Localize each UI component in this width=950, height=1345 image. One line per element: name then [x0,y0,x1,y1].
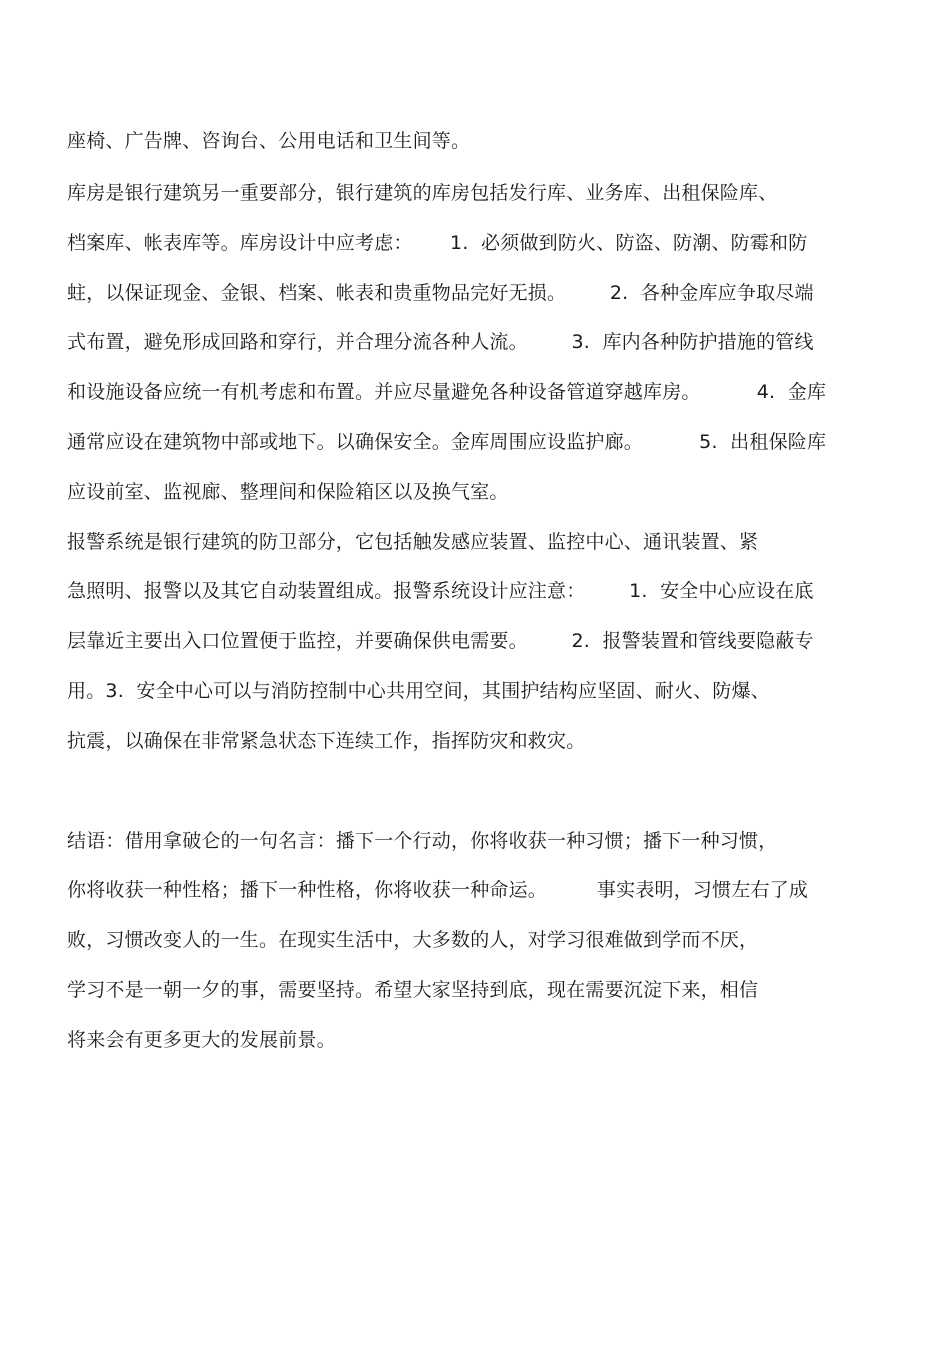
paragraph-2-line-5: 和设施设备应统一有机考虑和布置。并应尽量避免各种设备管道穿越库房。 4. 金库 [67,381,827,403]
paragraph-4-line-5: 将来会有更多更大的发展前景。 [67,1029,336,1051]
paragraph-2-line-4: 式布置，避免形成回路和穿行，并合理分流各种人流。 3. 库内各种防护措施的管线 [67,331,814,353]
paragraph-4-line-2: 你将收获一种性格；播下一种性格，你将收获一种命运。 事实表明，习惯左右了成 [67,879,809,901]
paragraph-3-line-1: 报警系统是银行建筑的防卫部分，它包括触发感应装置、监控中心、通讯装置、紧 [67,531,759,553]
paragraph-1-line-1: 座椅、广告牌、咨询台、公用电话和卫生间等。 [67,130,471,152]
paragraph-4-line-3: 败，习惯改变人的一生。在现实生活中，大多数的人，对学习很难做到学而不厌， [67,929,759,951]
paragraph-2-line-6: 通常应设在建筑物中部或地下。以确保安全。金库周围应设监护廊。 5. 出租保险库 [67,431,827,453]
paragraph-3-line-3: 层靠近主要出入口位置便于监控，并要确保供电需要。 2. 报警装置和管线要隐蔽专 [67,630,814,652]
paragraph-3-line-2: 急照明、报警以及其它自动装置组成。报警系统设计应注意： 1. 安全中心应设在底 [67,580,814,602]
paragraph-2-line-7: 应设前室、监视廊、整理间和保险箱区以及换气室。 [67,481,509,503]
paragraph-2-line-1: 库房是银行建筑另一重要部分，银行建筑的库房包括发行库、业务库、出租保险库、 [67,182,778,204]
paragraph-4-line-1: 结语：借用拿破仑的一句名言：播下一个行动，你将收获一种习惯；播下一种习惯， [67,830,778,852]
paragraph-4-line-4: 学习不是一朝一夕的事，需要坚持。希望大家坚持到底，现在需要沉淀下来，相信 [67,979,759,1001]
paragraph-2-line-2: 档案库、帐表库等。库房设计中应考虑： 1. 必须做到防火、防盗、防潮、防霉和防 [67,232,808,254]
paragraph-2-line-3: 蛀，以保证现金、金银、档案、帐表和贵重物品完好无损。 2. 各种金库应争取尽端 [67,282,814,304]
paragraph-3-line-5: 抗震，以确保在非常紧急状态下连续工作，指挥防灾和救灾。 [67,730,586,752]
paragraph-3-line-4: 用。3. 安全中心可以与消防控制中心共用空间，其围护结构应坚固、耐火、防爆、 [67,680,771,702]
